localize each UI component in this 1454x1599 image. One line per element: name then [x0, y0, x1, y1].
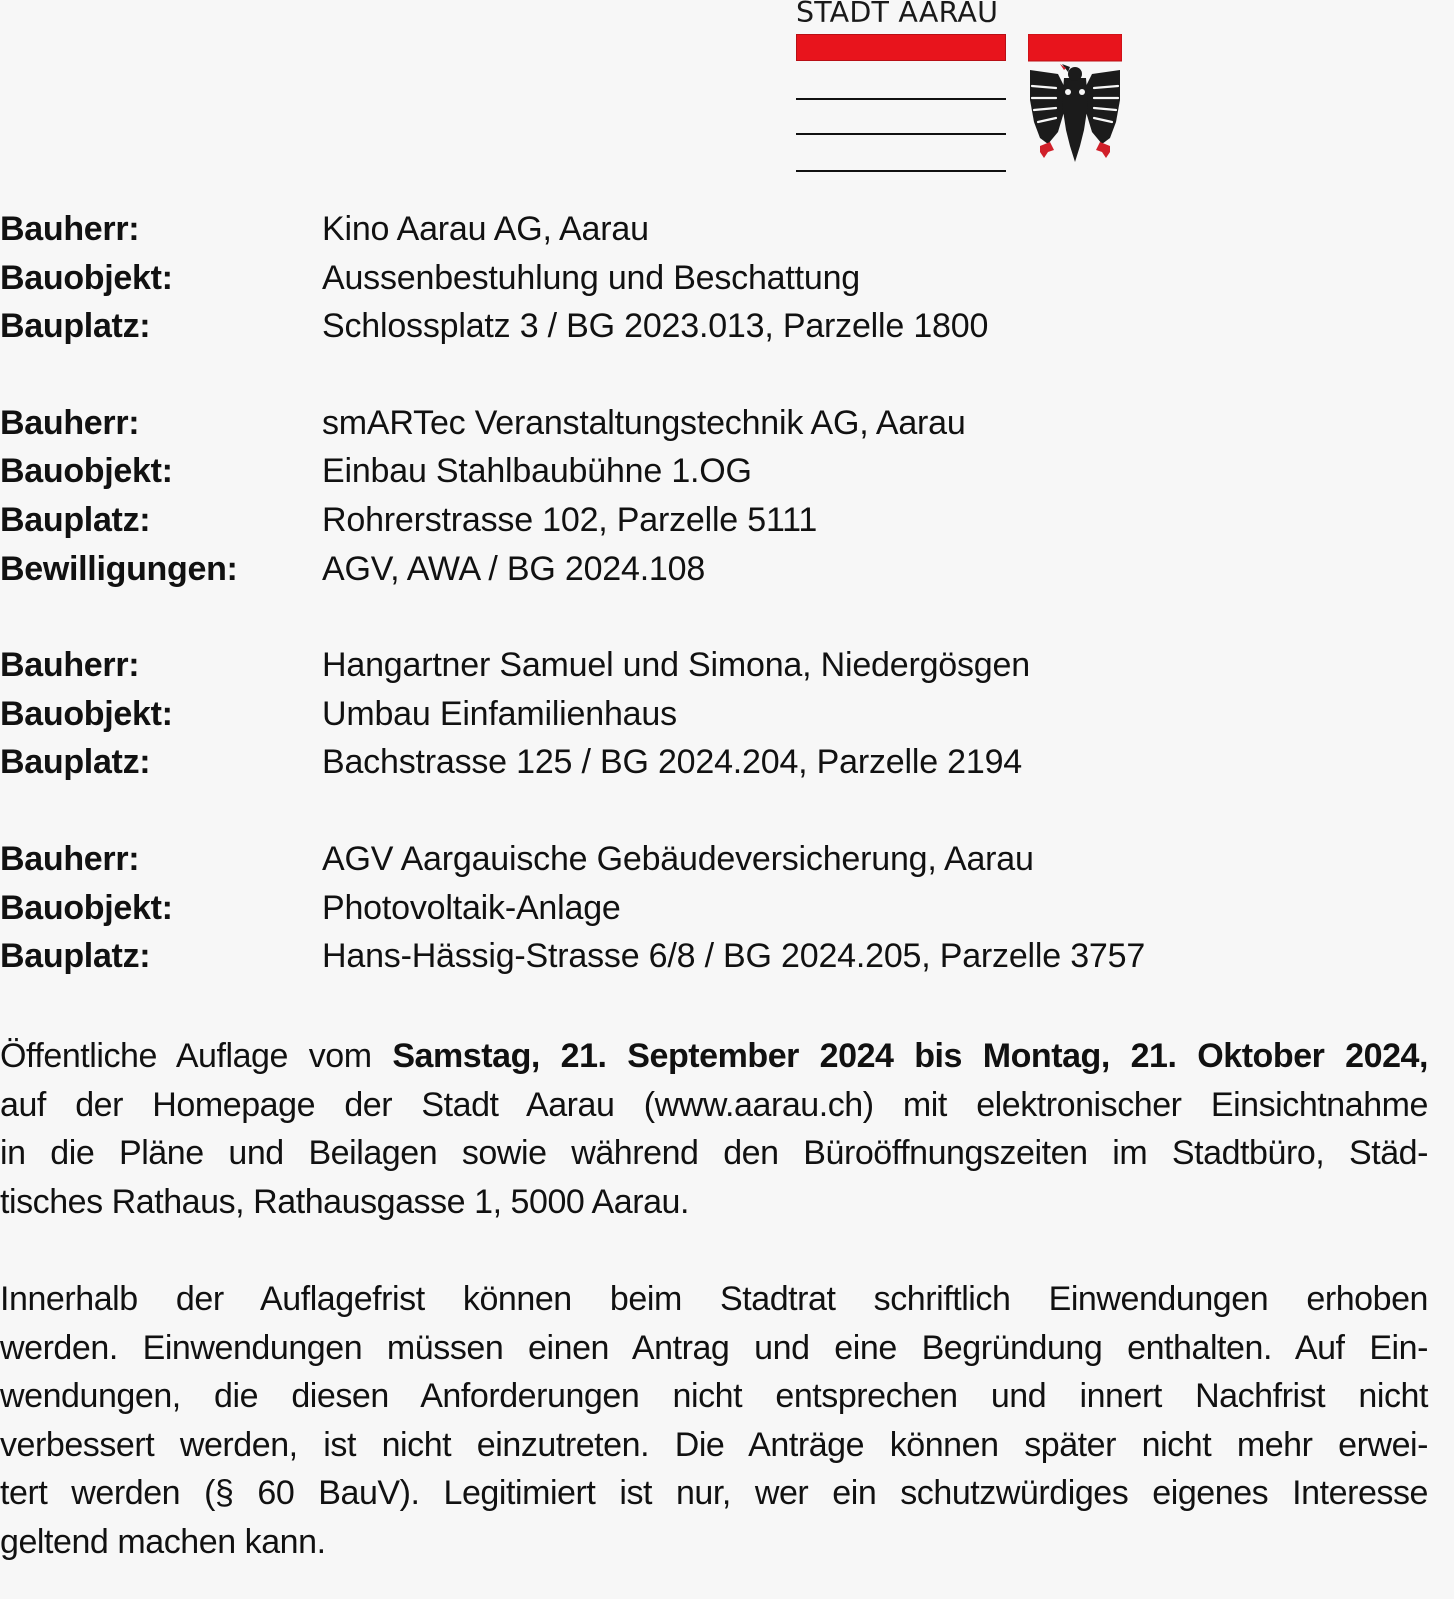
field-value: smARTec Veranstaltungstechnik AG, Aarau: [322, 403, 966, 442]
field-value: Photovoltaik-Anlage: [322, 888, 621, 927]
notice-prefix: Öffentliche Auflage vom: [0, 1037, 393, 1075]
field-value: Hangartner Samuel und Simona, Niedergösgen: [322, 646, 1030, 685]
entry-row: [0, 399, 1454, 448]
objection-line: geltend machen kann.: [0, 1522, 326, 1561]
field-label: Bauplatz:: [0, 743, 151, 782]
field-value: Einbau Stahlbaubühne 1.OG: [322, 452, 752, 491]
field-label: Bauherr:: [0, 839, 140, 878]
entry-row: [0, 496, 1454, 545]
entry-row: [0, 641, 1454, 690]
field-value: AGV, AWA / BG 2024.108: [322, 549, 706, 588]
logo-rule: [796, 170, 1006, 172]
entry-row: [0, 884, 1454, 933]
application-entry: [0, 641, 1454, 787]
field-value: Bachstrasse 125 / BG 2024.204, Parzelle 2194: [322, 743, 1022, 782]
entry-row: [0, 932, 1454, 981]
entry-row: [0, 205, 1454, 254]
public-notice-paragraph: [0, 1032, 1428, 1226]
application-entry: [0, 835, 1454, 981]
entry-row: [0, 254, 1454, 303]
entry-row: [0, 302, 1454, 351]
eagle-coat-of-arms-icon: [1028, 34, 1122, 168]
field-value: Aussenbestuhlung und Beschattung: [322, 258, 861, 297]
entry-row: [0, 447, 1454, 496]
objection-line: werden. Einwendungen müssen einen Antrag und eine Begründung enthalten. Auf Ein-: [0, 1328, 1428, 1367]
field-value: Rohrerstrasse 102, Parzelle 5111: [322, 500, 818, 539]
entry-row: [0, 738, 1454, 787]
application-entry: [0, 399, 1454, 593]
logo-rule: [796, 133, 1006, 135]
stadt-aarau-logo: [796, 0, 1126, 170]
notice-line: auf der Homepage der Stadt Aarau (www.aarau.ch) mit elektronischer Einsichtnahme: [0, 1085, 1428, 1124]
objection-line: wendungen, die diesen Anforderungen nicht entsprechen und innert Nachfrist nicht: [0, 1377, 1428, 1416]
field-label: Bauherr:: [0, 210, 140, 248]
field-value: Umbau Einfamilienhaus: [322, 694, 677, 733]
building-applications-list: [0, 205, 1454, 1029]
field-label: Bauobjekt:: [0, 258, 173, 297]
field-label: Bauplatz:: [0, 307, 151, 346]
field-value: AGV Aargauische Gebäudeversicherung, Aarau: [322, 839, 1034, 878]
application-entry: [0, 205, 1454, 351]
logo-red-bar: [796, 34, 1006, 61]
field-label: Bauobjekt:: [0, 694, 173, 733]
field-value: Schlossplatz 3 / BG 2023.013, Parzelle 1800: [322, 307, 989, 346]
field-label: Bauplatz:: [0, 500, 151, 539]
field-label: Bauobjekt:: [0, 452, 173, 491]
field-label: Bauplatz:: [0, 937, 151, 976]
field-value: Kino Aarau AG, Aarau: [322, 210, 649, 248]
field-value: Hans-Hässig-Strasse 6/8 / BG 2024.205, Parzelle 3757: [322, 937, 1146, 976]
entry-row: [0, 835, 1454, 884]
field-label: Bauobjekt:: [0, 888, 173, 927]
notice-line: tisches Rathaus, Rathausgasse 1, 5000 Aarau.: [0, 1182, 689, 1221]
notice-line: in die Pläne und Beilagen sowie während den Büroöffnungszeiten im Stadtbüro, Städ-: [0, 1134, 1428, 1173]
field-label: Bauherr:: [0, 403, 140, 442]
objection-line: verbessert werden, ist nicht einzutreten. Die Anträge können später nicht mehr erwei-: [0, 1425, 1428, 1464]
notice-line: [0, 1032, 1428, 1081]
logo-title: STADT AARAU: [796, 0, 999, 29]
logo-rule: [796, 98, 1006, 100]
field-label: Bauherr:: [0, 646, 140, 685]
field-label: Bewilligungen:: [0, 549, 238, 588]
entry-row: [0, 545, 1454, 594]
entry-row: [0, 690, 1454, 739]
notice-period: Samstag, 21. September 2024 bis Montag, 21. Oktober 2024,: [392, 1037, 1428, 1075]
objection-line: tert werden (§ 60 BauV). Legitimiert ist nur, wer ein schutzwürdiges eigenes Interesse: [0, 1474, 1428, 1513]
objection-line: Innerhalb der Auflagefrist können beim Stadtrat schriftlich Einwendungen erhoben: [0, 1280, 1428, 1318]
objection-paragraph: [0, 1275, 1428, 1567]
